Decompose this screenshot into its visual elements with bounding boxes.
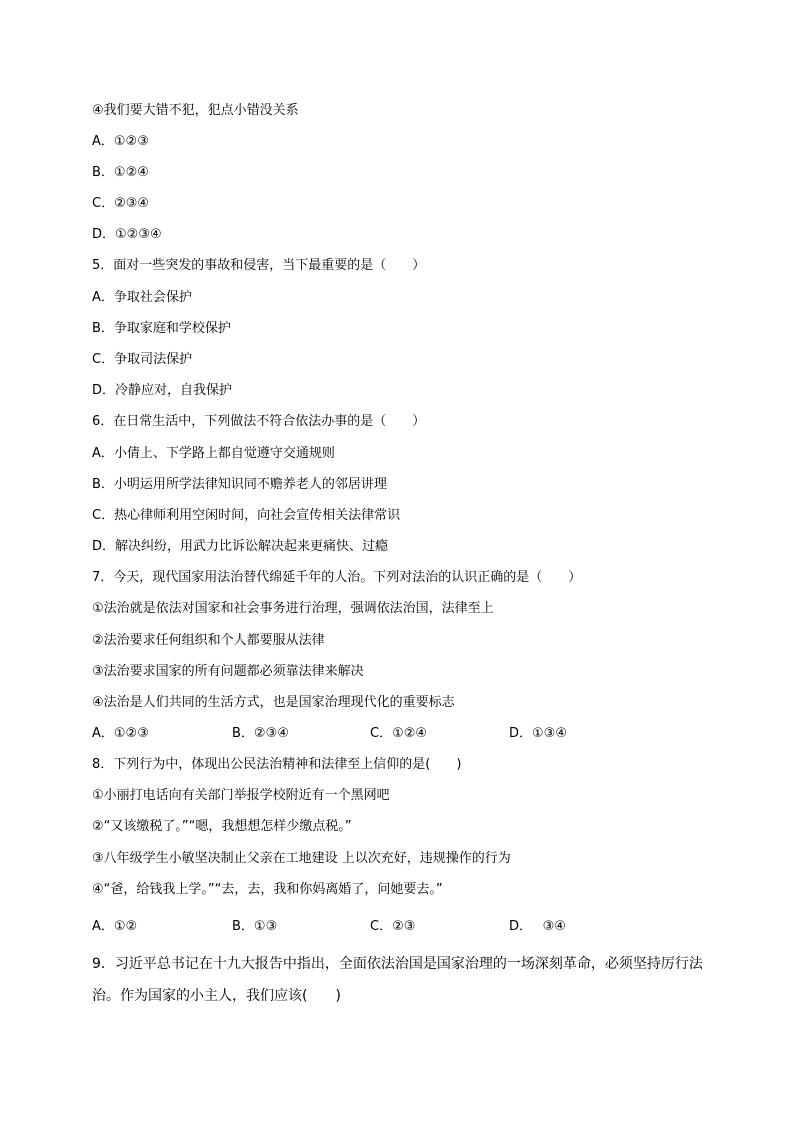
q7-statement-4: ④法治是人们共同的生活方式，也是国家治理现代化的重要标志 [92,695,455,710]
q4-option-b: B．①②④ [92,165,149,180]
q6-stem: 6．在日常生活中，下列做法不符合依法办事的是（ ） [92,414,426,429]
q7-option-b: B．②③④ [232,726,289,741]
q8-option-b: B．①③ [232,919,278,934]
q5-option-b: B．争取家庭和学校保护 [92,321,231,336]
q6-option-a: A．小倩上、下学路上都自觉遵守交通规则 [92,446,335,461]
q7-statement-2: ②法治要求任何组织和个人都要服从法律 [92,633,325,648]
q7-option-c: C．①②④ [370,726,428,741]
q4-option-a: A．①②③ [92,134,149,149]
q4-option-c: C．②③④ [92,196,150,211]
q7-statement-1: ①法治就是依法对国家和社会事务进行治理，强调依法治国，法律至上 [92,601,494,616]
q8-stem: 8．下列行为中，体现出公民法治精神和法律至上信仰的是( ) [92,757,462,772]
q7-option-d: D．①③④ [509,726,567,741]
q4-statement-4: ④我们要大错不犯，犯点小错没关系 [92,103,299,118]
q7-statement-3: ③法治要求国家的所有问题都必须靠法律来解决 [92,664,364,679]
q8-option-d: D． ③④ [509,919,566,934]
q9-stem-line-1: 9．习近平总书记在十九大报告中指出，全面依法治国是国家治理的一场深刻革命，必须坚持厉行法 [92,956,703,972]
q5-stem: 5．面对一些突发的事故和侵害，当下最重要的是（ ） [92,258,426,273]
q8-statement-3: ③八年级学生小敏坚决制止父亲在工地建设 上以次充好，违规操作的行为 [92,851,511,866]
q8-statement-4: ④“爸，给钱我上学。”“去，去，我和你妈离婚了，问她要去。” [92,882,443,897]
q8-option-c: C．②③ [370,919,416,934]
q6-option-d: D．解决纠纷，用武力比诉讼解决起来更痛快、过瘾 [92,539,389,554]
q5-option-a: A．争取社会保护 [92,290,192,305]
q8-statement-2: ②“又该缴税了。”“嗯，我想想怎样少缴点税。” [92,819,352,834]
q8-option-a: A．①② [92,919,138,934]
q7-stem: 7．今天，现代国家用法治替代绵延千年的人治。下列对法治的认识正确的是（ ） [92,570,582,585]
q6-option-b: B．小明运用所学法律知识同不赡养老人的邻居讲理 [92,477,387,492]
q5-option-d: D．冷静应对，自我保护 [92,383,233,398]
q9-stem-line-2: 治。作为国家的小主人，我们应该( ) [92,988,341,1004]
q6-option-c: C．热心律师利用空闲时间，向社会宣传相关法律常识 [92,508,401,523]
q7-option-a: A．①②③ [92,726,149,741]
q4-option-d: D．①②③④ [92,227,162,242]
q5-option-c: C．争取司法保护 [92,352,193,367]
q8-statement-1: ①小丽打电话向有关部门举报学校附近有一个黑网吧 [92,788,390,803]
